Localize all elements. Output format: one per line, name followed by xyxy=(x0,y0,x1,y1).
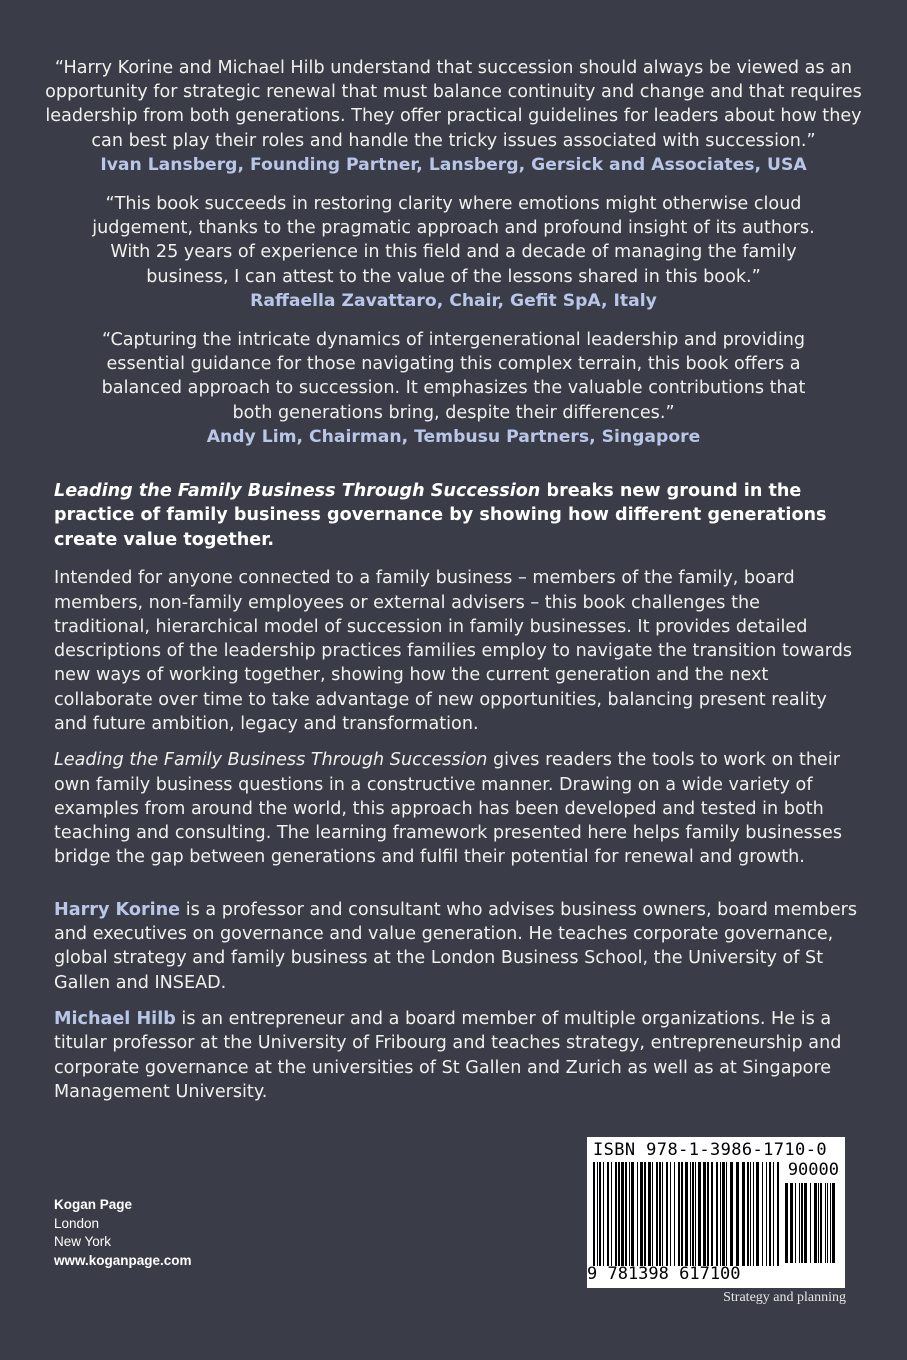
author-bio xyxy=(54,898,860,995)
publisher-website[interactable]: www.koganpage.com xyxy=(54,1252,192,1268)
barcode-bar xyxy=(607,1162,609,1266)
barcode-bar xyxy=(773,1162,774,1266)
barcode-addon-icon xyxy=(783,1183,839,1263)
testimonial xyxy=(40,328,867,449)
barcode-bar xyxy=(690,1162,691,1266)
description-paragraph: Intended for anyone connected to a family business – members of the family, board members, non-family employees or external advisers – this book challenges the traditional, hierarchical model of succession in family businesses. It provides detailed descriptions of the leadership practices families employ to navigate the transition towards new ways of working together, showing how the current generation and the next collaborate over time to take advantage of new opportunities, balancing present reality and future ambition, legacy and transformation. xyxy=(54,568,853,734)
barcode-icon xyxy=(591,1162,781,1266)
barcode-bar xyxy=(804,1183,807,1263)
testimonial-text: “Harry Korine and Michael Hilb understand that succession should always be viewed as an opportunity for strategic renewal that must balance continuity and change and that requires leadership from both generations. They offer practical guidelines for leaders about how they can best play their roles and handle the tricky issues associated with succession.” xyxy=(45,58,862,151)
testimonial-text: “Capturing the intricate dynamics of intergenerational leadership and providing essential guidance for those navigating this complex terrain, this book offers a balanced approach to succession. It emphasizes the valuable contributions that both generations bring, despite their differences.” xyxy=(101,330,806,423)
barcode-bar xyxy=(637,1162,638,1266)
barcode-bar xyxy=(599,1162,601,1266)
description-paragraph: Leading the Family Business Through Succession gives readers the tools to work on their own family business questions in a constructive manner. Drawing on a wide variety of examples from around the world, this approach has been developed and tested in both teaching and consulting. The learning framework presented here helps family businesses bridge the gap between generations and fulfil their potential for renewal and growth. xyxy=(54,750,842,868)
barcode-bar xyxy=(656,1162,658,1266)
testimonial-attribution: Raffaella Zavattaro, Chair, Gefit SpA, Italy xyxy=(250,290,657,311)
barcode-bar xyxy=(769,1162,771,1266)
barcode-bar xyxy=(692,1162,694,1266)
barcode-bar xyxy=(722,1162,725,1266)
testimonial-text: “This book succeeds in restoring clarity where emotions might otherwise cloud judgement, thanks to the pragmatic approach and profound insight of its authors. With 25 years of experience in this field and a decade of managing the family business, I can attest to the value of the lessons shared in this book.” xyxy=(92,194,815,287)
barcode-bar xyxy=(644,1162,646,1266)
barcode-bar xyxy=(736,1162,739,1266)
barcode-bar xyxy=(670,1162,671,1266)
barcode-bar xyxy=(820,1183,822,1263)
barcode-bar xyxy=(618,1162,620,1266)
barcode-bar xyxy=(801,1183,803,1263)
barcode-bar xyxy=(716,1162,718,1266)
barcode-bar xyxy=(685,1162,688,1266)
barcode-bar xyxy=(756,1162,759,1266)
testimonial-attribution: Ivan Lansberg, Founding Partner, Lansberg, Gersick and Associates, USA xyxy=(100,154,807,175)
barcode-bar xyxy=(625,1162,627,1266)
barcode-bar xyxy=(695,1162,696,1266)
publisher-name: Kogan Page xyxy=(54,1197,133,1212)
barcode-bar xyxy=(678,1162,680,1266)
author-name: Harry Korine xyxy=(54,899,181,920)
barcode-bar xyxy=(730,1162,733,1266)
barcode-digits: 9 781398 617100 xyxy=(587,1264,741,1284)
barcode-bar xyxy=(726,1162,727,1266)
author-name: Michael Hilb xyxy=(54,1008,176,1029)
price-code: 90000 xyxy=(787,1160,839,1180)
barcode-bar xyxy=(799,1183,800,1263)
barcode-bar xyxy=(631,1162,634,1266)
barcode-bar xyxy=(785,1183,788,1263)
barcode-bar xyxy=(825,1183,826,1263)
barcode-bar xyxy=(703,1162,706,1266)
barcode-bar xyxy=(681,1162,683,1266)
barcode-bar xyxy=(603,1162,604,1266)
barcode-bar xyxy=(830,1183,831,1263)
barcode-bar xyxy=(597,1162,598,1266)
lead-paragraph xyxy=(54,479,860,552)
barcode-bar xyxy=(593,1162,595,1266)
barcode-bar xyxy=(652,1162,653,1266)
publisher-city: London xyxy=(54,1215,100,1231)
barcode-bar xyxy=(747,1162,749,1266)
publisher-city: New York xyxy=(54,1234,112,1250)
author-bio-text: is a professor and consultant who advises business owners, board members and executives on governance and value generation. He teaches corporate governance, global strategy and family business at the London Business School, the University of St Gallen and INSEAD. xyxy=(54,899,858,993)
testimonial-attribution: Andy Lim, Chairman, Tembusu Partners, Singapore xyxy=(206,426,701,447)
barcode-bar xyxy=(827,1183,828,1263)
barcode-bar xyxy=(711,1162,713,1266)
barcode-bar xyxy=(611,1162,612,1266)
barcode-bar xyxy=(753,1162,754,1266)
author-bios xyxy=(54,898,860,1104)
barcode-bar xyxy=(814,1183,817,1263)
testimonials xyxy=(40,56,867,464)
barcode-bar xyxy=(750,1162,751,1266)
barcode-bar xyxy=(766,1162,767,1266)
author-bio xyxy=(54,1007,860,1104)
barcode-bar xyxy=(742,1162,745,1266)
book-description xyxy=(54,479,860,1116)
publisher-info xyxy=(54,1196,192,1270)
book-title: Leading the Family Business Through Succession xyxy=(54,750,488,771)
testimonial xyxy=(40,192,867,313)
barcode-bar xyxy=(659,1162,661,1266)
barcode-bar xyxy=(810,1183,811,1263)
barcode-bar xyxy=(698,1162,701,1266)
barcode-bar xyxy=(666,1162,668,1266)
book-title: Leading the Family Business Through Succession xyxy=(54,481,541,501)
testimonial xyxy=(40,56,867,177)
barcode-bar xyxy=(707,1162,709,1266)
isbn-barcode xyxy=(587,1137,845,1288)
barcode-bar xyxy=(795,1183,796,1263)
barcode-bar xyxy=(648,1162,651,1266)
barcode-bar xyxy=(762,1162,763,1266)
author-bio-text: is an entrepreneur and a board member of multiple organizations. He is a titular professor at the University of Fribourg and teaches strategy, entrepreneurship and corporate governance at the universities of St Gallen and Zurich as well as at Singapore Management University. xyxy=(54,1008,842,1102)
barcode-bar xyxy=(662,1162,663,1266)
category-label: Strategy and planning xyxy=(723,1290,846,1305)
barcode-bar xyxy=(832,1183,835,1263)
barcode-bar xyxy=(629,1162,630,1266)
lead-text: breaks new ground in the practice of family business governance by showing how different generations create value together. xyxy=(54,481,827,550)
barcode-bar xyxy=(674,1162,675,1266)
barcode-bar xyxy=(790,1183,793,1263)
barcode-bar xyxy=(615,1162,617,1266)
barcode-bar xyxy=(777,1162,779,1266)
barcode-bar xyxy=(720,1162,721,1266)
barcode-bar xyxy=(640,1162,643,1266)
barcode-bar xyxy=(621,1162,624,1266)
isbn-text: ISBN 978-1-3986-1710-0 xyxy=(593,1140,827,1160)
barcode-bar xyxy=(818,1183,819,1263)
